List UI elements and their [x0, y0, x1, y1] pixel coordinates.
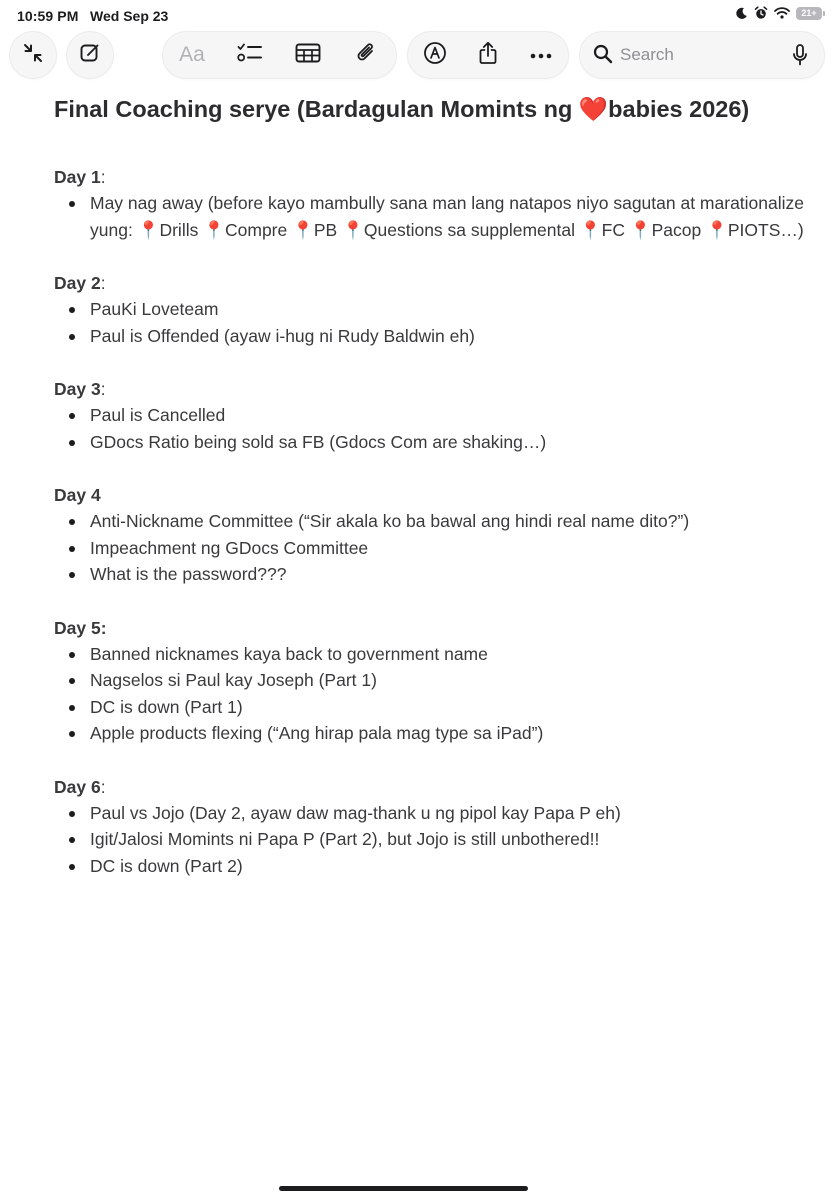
day-heading: [54, 270, 814, 296]
markup-icon: [423, 41, 447, 70]
markup-button[interactable]: [408, 32, 461, 78]
day-colon: :: [100, 273, 106, 293]
day-colon: :: [100, 167, 106, 187]
list-item: Nagselos si Paul kay Joseph (Part 1): [54, 667, 814, 694]
list-item: May nag away (before kayo mambully sana man lang natapos niyo sagutan at marationalize yung: 📍Drills 📍Compre 📍PB 📍Questions sa supplemental 📍FC 📍Pacop 📍PIOTS…): [54, 190, 814, 243]
list-item: Paul vs Jojo (Day 2, ayaw daw mag-thank u ng pipol kay Papa P eh): [54, 800, 814, 827]
note-title: [54, 92, 814, 126]
list-item: DC is down (Part 1): [54, 694, 814, 721]
attachment-icon: [355, 41, 377, 70]
list-item: Banned nicknames kaya back to government name: [54, 641, 814, 668]
more-button[interactable]: [514, 32, 568, 78]
search-icon: [593, 44, 613, 69]
bullet-list: [54, 508, 814, 588]
checklist-button[interactable]: [221, 32, 279, 78]
format-label: Aa: [179, 43, 205, 66]
list-item: Apple products flexing (“Ang hirap pala mag type sa iPad”): [54, 720, 814, 747]
status-bar: [0, 0, 834, 32]
list-item: What is the password???: [54, 561, 814, 588]
day-label: Day 1: [54, 167, 101, 187]
home-indicator[interactable]: [279, 1186, 528, 1191]
status-date: Wed Sep 23: [90, 8, 169, 24]
bullet-list: [54, 296, 814, 349]
wifi-icon: [774, 7, 790, 19]
share-button[interactable]: [461, 32, 514, 78]
table-icon: [295, 43, 321, 68]
day-label: Day 6: [54, 776, 101, 797]
bullet-list: [54, 190, 814, 243]
checklist-icon: [237, 42, 263, 69]
day-label: Day 2: [54, 273, 101, 293]
day-label: Day 3: [54, 379, 101, 399]
list-item: DC is down (Part 2): [54, 853, 814, 880]
collapse-icon: [22, 42, 44, 69]
list-item: Paul is Offended (ayaw i-hug ni Rudy Baldwin eh): [54, 323, 814, 350]
list-item: Anti-Nickname Committee (“Sir akala ko ba bawal ang hindi real name dito?”): [54, 508, 814, 535]
day-heading: [54, 164, 814, 190]
compose-button[interactable]: [67, 32, 113, 78]
list-item: GDocs Ratio being sold sa FB (Gdocs Com are shaking…): [54, 429, 814, 456]
attachment-button[interactable]: [337, 32, 395, 78]
bullet-list: [54, 800, 814, 880]
more-icon: [530, 46, 552, 64]
day-heading: [54, 615, 814, 641]
status-time: 10:59 PM: [17, 8, 79, 24]
battery-icon: [796, 7, 822, 20]
day-heading: [54, 376, 814, 402]
alarm-icon: [754, 6, 768, 20]
day-label: Day 4: [54, 485, 101, 505]
moon-icon: [735, 7, 748, 20]
note-title-suffix: babies 2026): [608, 96, 750, 122]
bullet-list: [54, 641, 814, 747]
list-item: Paul is Cancelled: [54, 402, 814, 429]
note-title-text: Final Coaching serye (Bardagulan Momints ng: [54, 96, 579, 122]
collapse-button[interactable]: [10, 32, 56, 78]
list-item: Igit/Jalosi Momints ni Papa P (Part 2), but Jojo is still unbothered!!: [54, 826, 814, 853]
list-item: PauKi Loveteam: [54, 296, 814, 323]
day-section: [54, 376, 814, 455]
day-section: [54, 270, 814, 349]
day-section: [54, 615, 814, 747]
toolbar: [0, 32, 834, 78]
day-heading: [54, 774, 814, 800]
day-colon: :: [100, 379, 106, 399]
day-colon: :: [100, 776, 106, 797]
share-icon: [477, 41, 499, 70]
search-bar: [580, 32, 824, 78]
battery-level: 21+: [801, 8, 817, 18]
day-heading: [54, 482, 814, 508]
microphone-icon[interactable]: [792, 44, 808, 71]
status-icons: [735, 6, 822, 20]
search-input[interactable]: [620, 42, 780, 68]
actions-toolbar-group: [408, 32, 568, 78]
day-section: [54, 482, 814, 588]
note-body[interactable]: [54, 92, 814, 879]
table-button[interactable]: [279, 32, 337, 78]
compose-icon: [79, 42, 101, 69]
list-item: Impeachment ng GDocs Committee: [54, 535, 814, 562]
day-section: [54, 164, 814, 243]
heart-emoji: ❤️: [578, 96, 609, 122]
day-section: [54, 774, 814, 880]
format-button[interactable]: [163, 32, 221, 78]
day-label: Day 5:: [54, 617, 107, 638]
day-sections: [54, 164, 814, 879]
format-toolbar-group: [163, 32, 396, 78]
bullet-list: [54, 402, 814, 455]
